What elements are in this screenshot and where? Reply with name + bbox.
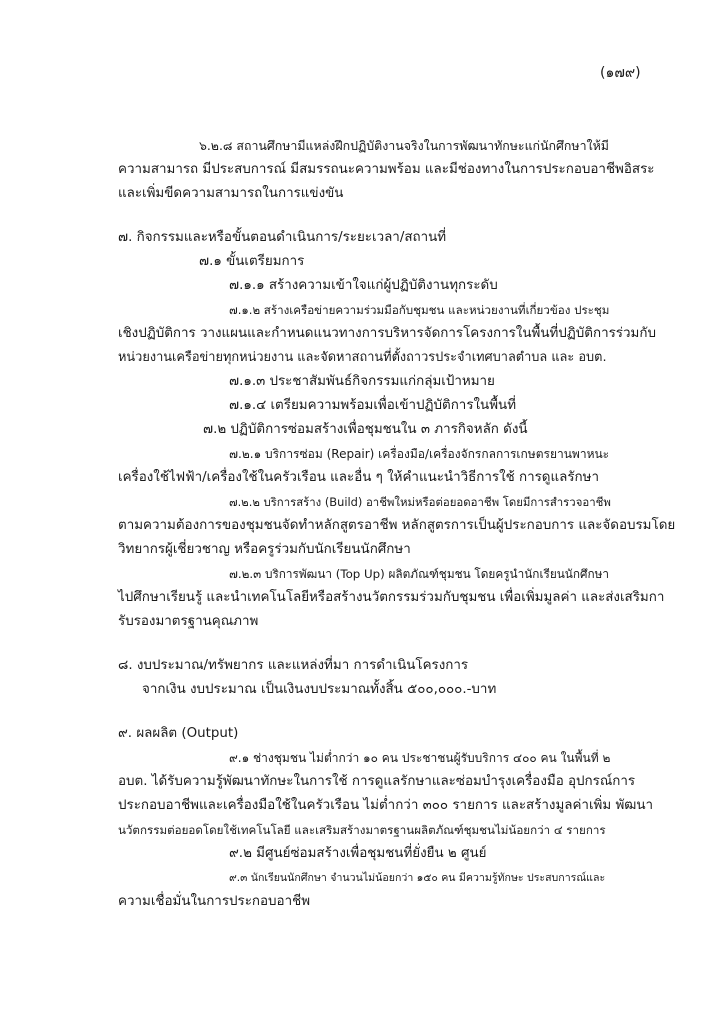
sec8-line1: จากเงิน งบประมาณ เป็นเงินงบประมาณทั้งสิ้น ๕๐๐,๐๐๐.-บาท bbox=[142, 682, 497, 697]
sec628-line3: และเพิ่มขีดความสามารถในการแข่งขัน bbox=[118, 186, 344, 201]
sec91-line3: ประกอบอาชีพและเครื่องมือใช้ในครัวเรือน ไม่ต่ำกว่า ๓๐๐ รายการ และสร้างมูลค่าเพิ่ม พัฒนา bbox=[118, 798, 654, 813]
sec721-line2: เครื่องใช้ไฟฟ้า/เครื่องใช้ในครัวเรือน และอื่น ๆ ให้คำแนะนำวิธีการใช้ การดูแลรักษา bbox=[118, 470, 599, 485]
sec8-heading: ๘. งบประมาณ/ทรัพยากร และแหล่งที่มา การดำเนินโครงการ bbox=[118, 658, 469, 673]
sec712-line2: เชิงปฏิบัติการ วางแผนและกำหนดแนวทางการบริหารจัดการโครงการในพื้นที่ปฏิบัติการร่วมกับ bbox=[118, 326, 656, 341]
sec72: ๗.๒ ปฏิบัติการซ่อมสร้างเพื่อชุมชนใน ๓ ภารกิจหลัก ดังนี้ bbox=[203, 422, 528, 437]
sec91-line4: นวัตกรรมต่อยอดโดยใช้เทคโนโลยี และเสริมสร้างมาตรฐานผลิตภัณฑ์ชุมชนไม่น้อยกว่า ๔ รายการ bbox=[118, 823, 606, 837]
sec93-line1: ๙.๓ นักเรียนนักศึกษา จำนวนไม่น้อยกว่า ๑๕๐ คน มีความรู้ทักษะ ประสบการณ์และ bbox=[229, 872, 606, 884]
sec721-line1: ๗.๒.๑ บริการซ่อม (Repair) เครื่องมือ/เครื่องจักรกลการเกษตรยานพาหนะ bbox=[229, 447, 610, 461]
sec722-line3: วิทยากรผู้เชี่ยวชาญ หรือครูร่วมกับนักเรียนนักศึกษา bbox=[118, 542, 411, 557]
sec628-line2: ความสามารถ มีประสบการณ์ มีสมรรถนะความพร้อม และมีช่องทางในการประกอบอาชีพอิสระ bbox=[118, 162, 655, 177]
sec7-heading: ๗. กิจกรรมและหรือขั้นตอนดำเนินการ/ระยะเวลา/สถานที่ bbox=[118, 230, 447, 245]
sec714: ๗.๑.๔ เตรียมความพร้อมเพื่อเข้าปฏิบัติการในพื้นที่ bbox=[229, 398, 517, 413]
sec712-line3: หน่วยงานเครือข่ายทุกหน่วยงาน และจัดหาสถานที่ตั้งถาวรประจำเทศบาลตำบล และ อบต. bbox=[118, 350, 607, 365]
sec723-line3: รับรองมาตรฐานคุณภาพ bbox=[118, 614, 259, 629]
page-number: (๑๗๙) bbox=[600, 65, 641, 81]
sec92: ๙.๒ มีศูนย์ซ่อมสร้างเพื่อชุมชนที่ยั่งยืน ๒ ศูนย์ bbox=[229, 846, 487, 861]
sec711: ๗.๑.๑ สร้างความเข้าใจแก่ผู้ปฏิบัติงานทุกระดับ bbox=[229, 278, 498, 293]
sec723-line1: ๗.๒.๓ บริการพัฒนา (Top Up) ผลิตภัณฑ์ชุมชน โดยครูนำนักเรียนนักศึกษา bbox=[229, 567, 610, 581]
sec712-line1: ๗.๑.๒ สร้างเครือข่ายความร่วมมือกับชุมชน และหน่วยงานที่เกี่ยวข้อง ประชุม bbox=[229, 303, 610, 317]
sec91-line2: อบต. ได้รับความรู้พัฒนาทักษะในการใช้ การดูแลรักษาและซ่อมบำรุงเครื่องมือ อุปกรณ์การ bbox=[118, 774, 636, 789]
sec713: ๗.๑.๓ ประชาสัมพันธ์กิจกรรมแก่กลุ่มเป้าหมาย bbox=[229, 374, 495, 389]
sec723-line2: ไปศึกษาเรียนรู้ และนำเทคโนโลยีหรือสร้างนวัตกรรมร่วมกับชุมชน เพื่อเพิ่มมูลค่า และส่งเสริมกา bbox=[118, 590, 665, 605]
sec722-line2: ตามความต้องการของชุมชนจัดทำหลักสูตรอาชีพ หลักสูตรการเป็นผู้ประกอบการ และจัดอบรมโดย bbox=[118, 518, 676, 533]
sec9-heading: ๙. ผลผลิต (Output) bbox=[118, 726, 239, 741]
sec71: ๗.๑ ขั้นเตรียมการ bbox=[199, 254, 305, 269]
sec722-line1: ๗.๒.๒ บริการสร้าง (Build) อาชีพใหม่หรือต่อยอดอาชีพ โดยมีการสำรวจอาชีพ bbox=[229, 495, 611, 509]
sec628-line1: ๖.๒.๘ สถานศึกษามีแหล่งฝึกปฏิบัติงานจริงในการพัฒนาทักษะแก่นักศึกษาให้มี bbox=[199, 138, 609, 153]
sec93-line2: ความเชื่อมั่นในการประกอบอาชีพ bbox=[118, 894, 311, 909]
sec91-line1: ๙.๑ ช่างชุมชน ไม่ต่ำกว่า ๑๐ คน ประชาชนผู้รับบริการ ๔๐๐ คน ในพื้นที่ ๒ bbox=[229, 751, 611, 765]
